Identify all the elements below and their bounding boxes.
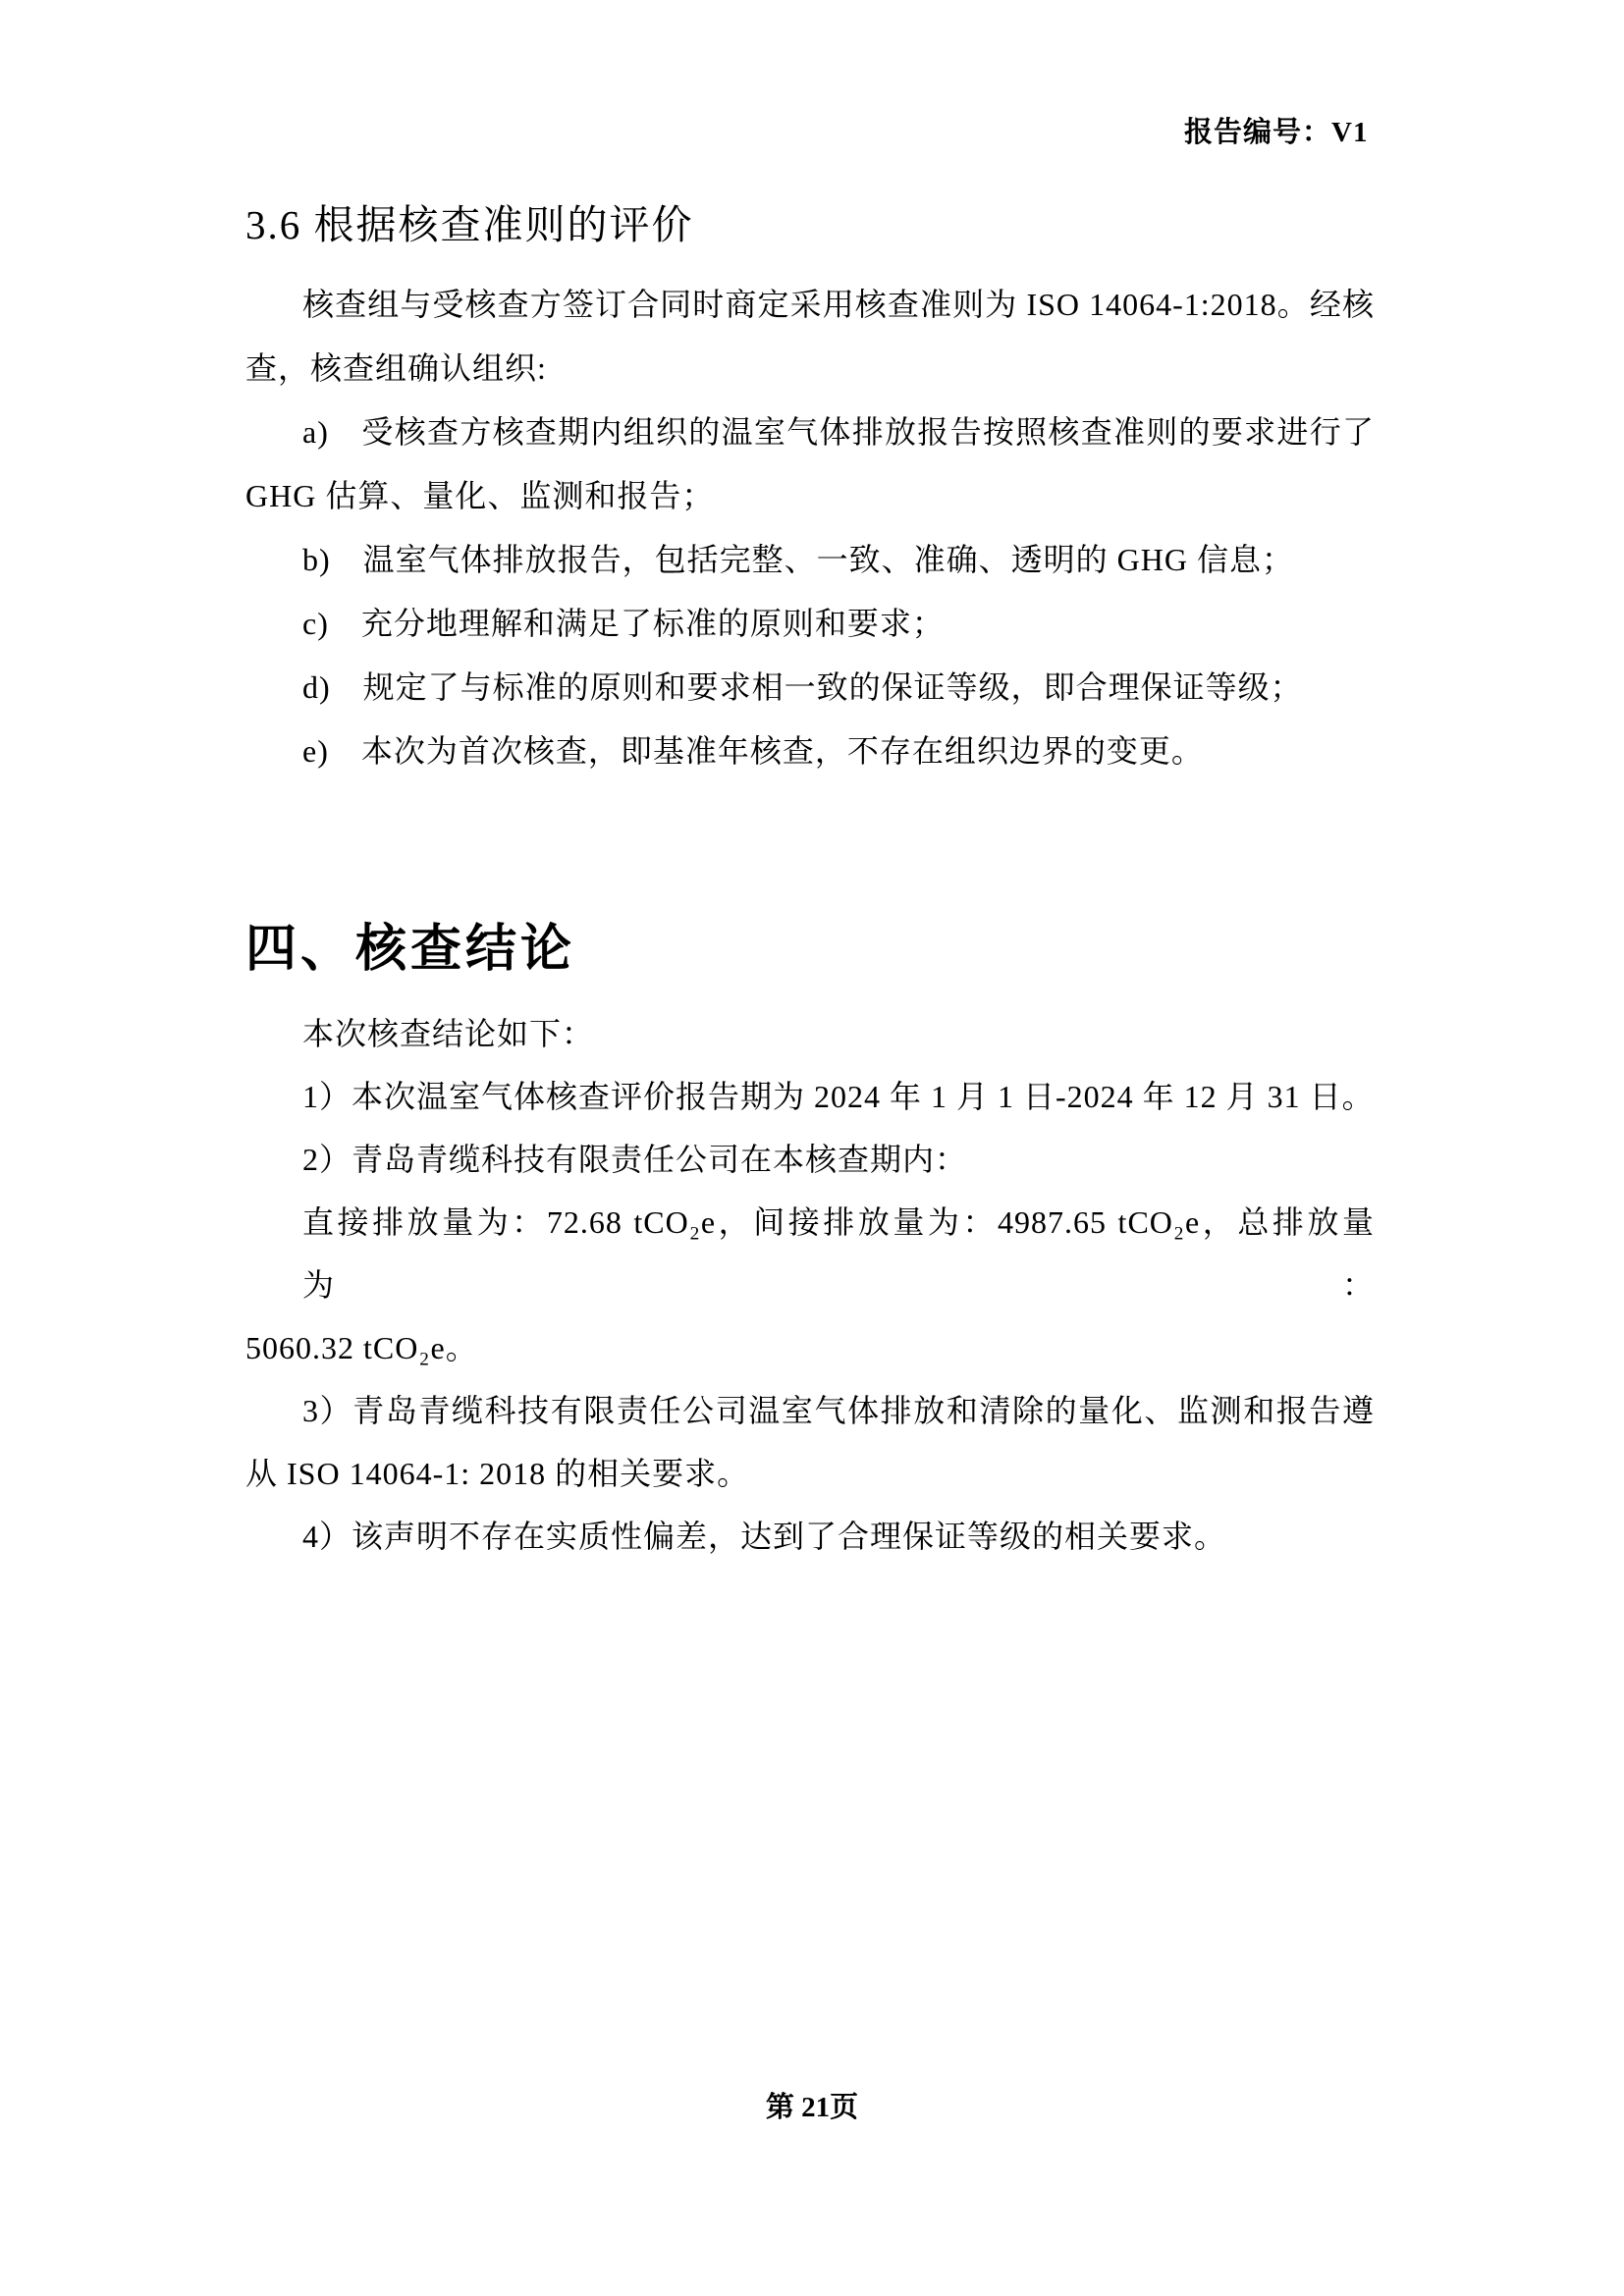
list-item-b: b) 温室气体排放报告，包括完整、一致、准确、透明的 GHG 信息； xyxy=(302,542,1294,577)
list-item-d: d) 规定了与标准的原则和要求相一致的保证等级，即合理保证等级； xyxy=(302,669,1303,705)
section-4-body xyxy=(245,1002,1375,1568)
section-3-6-body xyxy=(245,273,1375,783)
section-3-6-heading: 3.6 根据核查准则的评价 xyxy=(245,202,694,247)
list-item-e: e) 本次为首次核查，即基准年核查，不存在组织边界的变更。 xyxy=(302,733,1204,769)
conclusion-item-2: 2）青岛青缆科技有限责任公司在本核查期内： xyxy=(302,1142,968,1177)
total-emissions-line: 5060.32 tCO₂e。 xyxy=(245,1330,478,1365)
report-number-header: 报告编号：V1 xyxy=(1184,117,1369,148)
section-4-heading: 四、核查结论 xyxy=(245,922,576,978)
conclusion-item-1: 1）本次温室气体核查评价报告期为 2024 年 1 月 1 日-2024 年 12 月 31 日。 xyxy=(302,1079,1375,1114)
list-item-a: a) 受核查方核查期内组织的温室气体排放报告按照核查准则的要求进行了 xyxy=(302,414,1375,450)
conclusion-item-4: 4）该声明不存在实质性偏差，达到了合理保证等级的相关要求。 xyxy=(302,1519,1227,1554)
conclusion-item-3-continued: 从 ISO 14064-1: 2018 的相关要求。 xyxy=(245,1456,750,1491)
conclusion-intro-line: 本次核查结论如下： xyxy=(302,1016,595,1051)
paragraph-line: 查，核查组确认组织: xyxy=(245,350,547,386)
page-number-footer: 第 21页 xyxy=(765,2092,859,2123)
list-item-a-continued: GHG 估算、量化、监测和报告； xyxy=(245,478,715,513)
list-item-c: c) 充分地理解和满足了标准的原则和要求； xyxy=(302,606,945,641)
paragraph-line: 核查组与受核查方签订合同时商定采用核查准则为 ISO 14064-1:2018。经核 xyxy=(302,287,1375,322)
emissions-values-line: 直接排放量为：72.68 tCO₂e，间接排放量为：4987.65 tCO₂e，总排放量为： xyxy=(302,1204,1375,1303)
conclusion-item-3: 3）青岛青缆科技有限责任公司温室气体排放和清除的量化、监测和报告遵 xyxy=(302,1393,1375,1428)
